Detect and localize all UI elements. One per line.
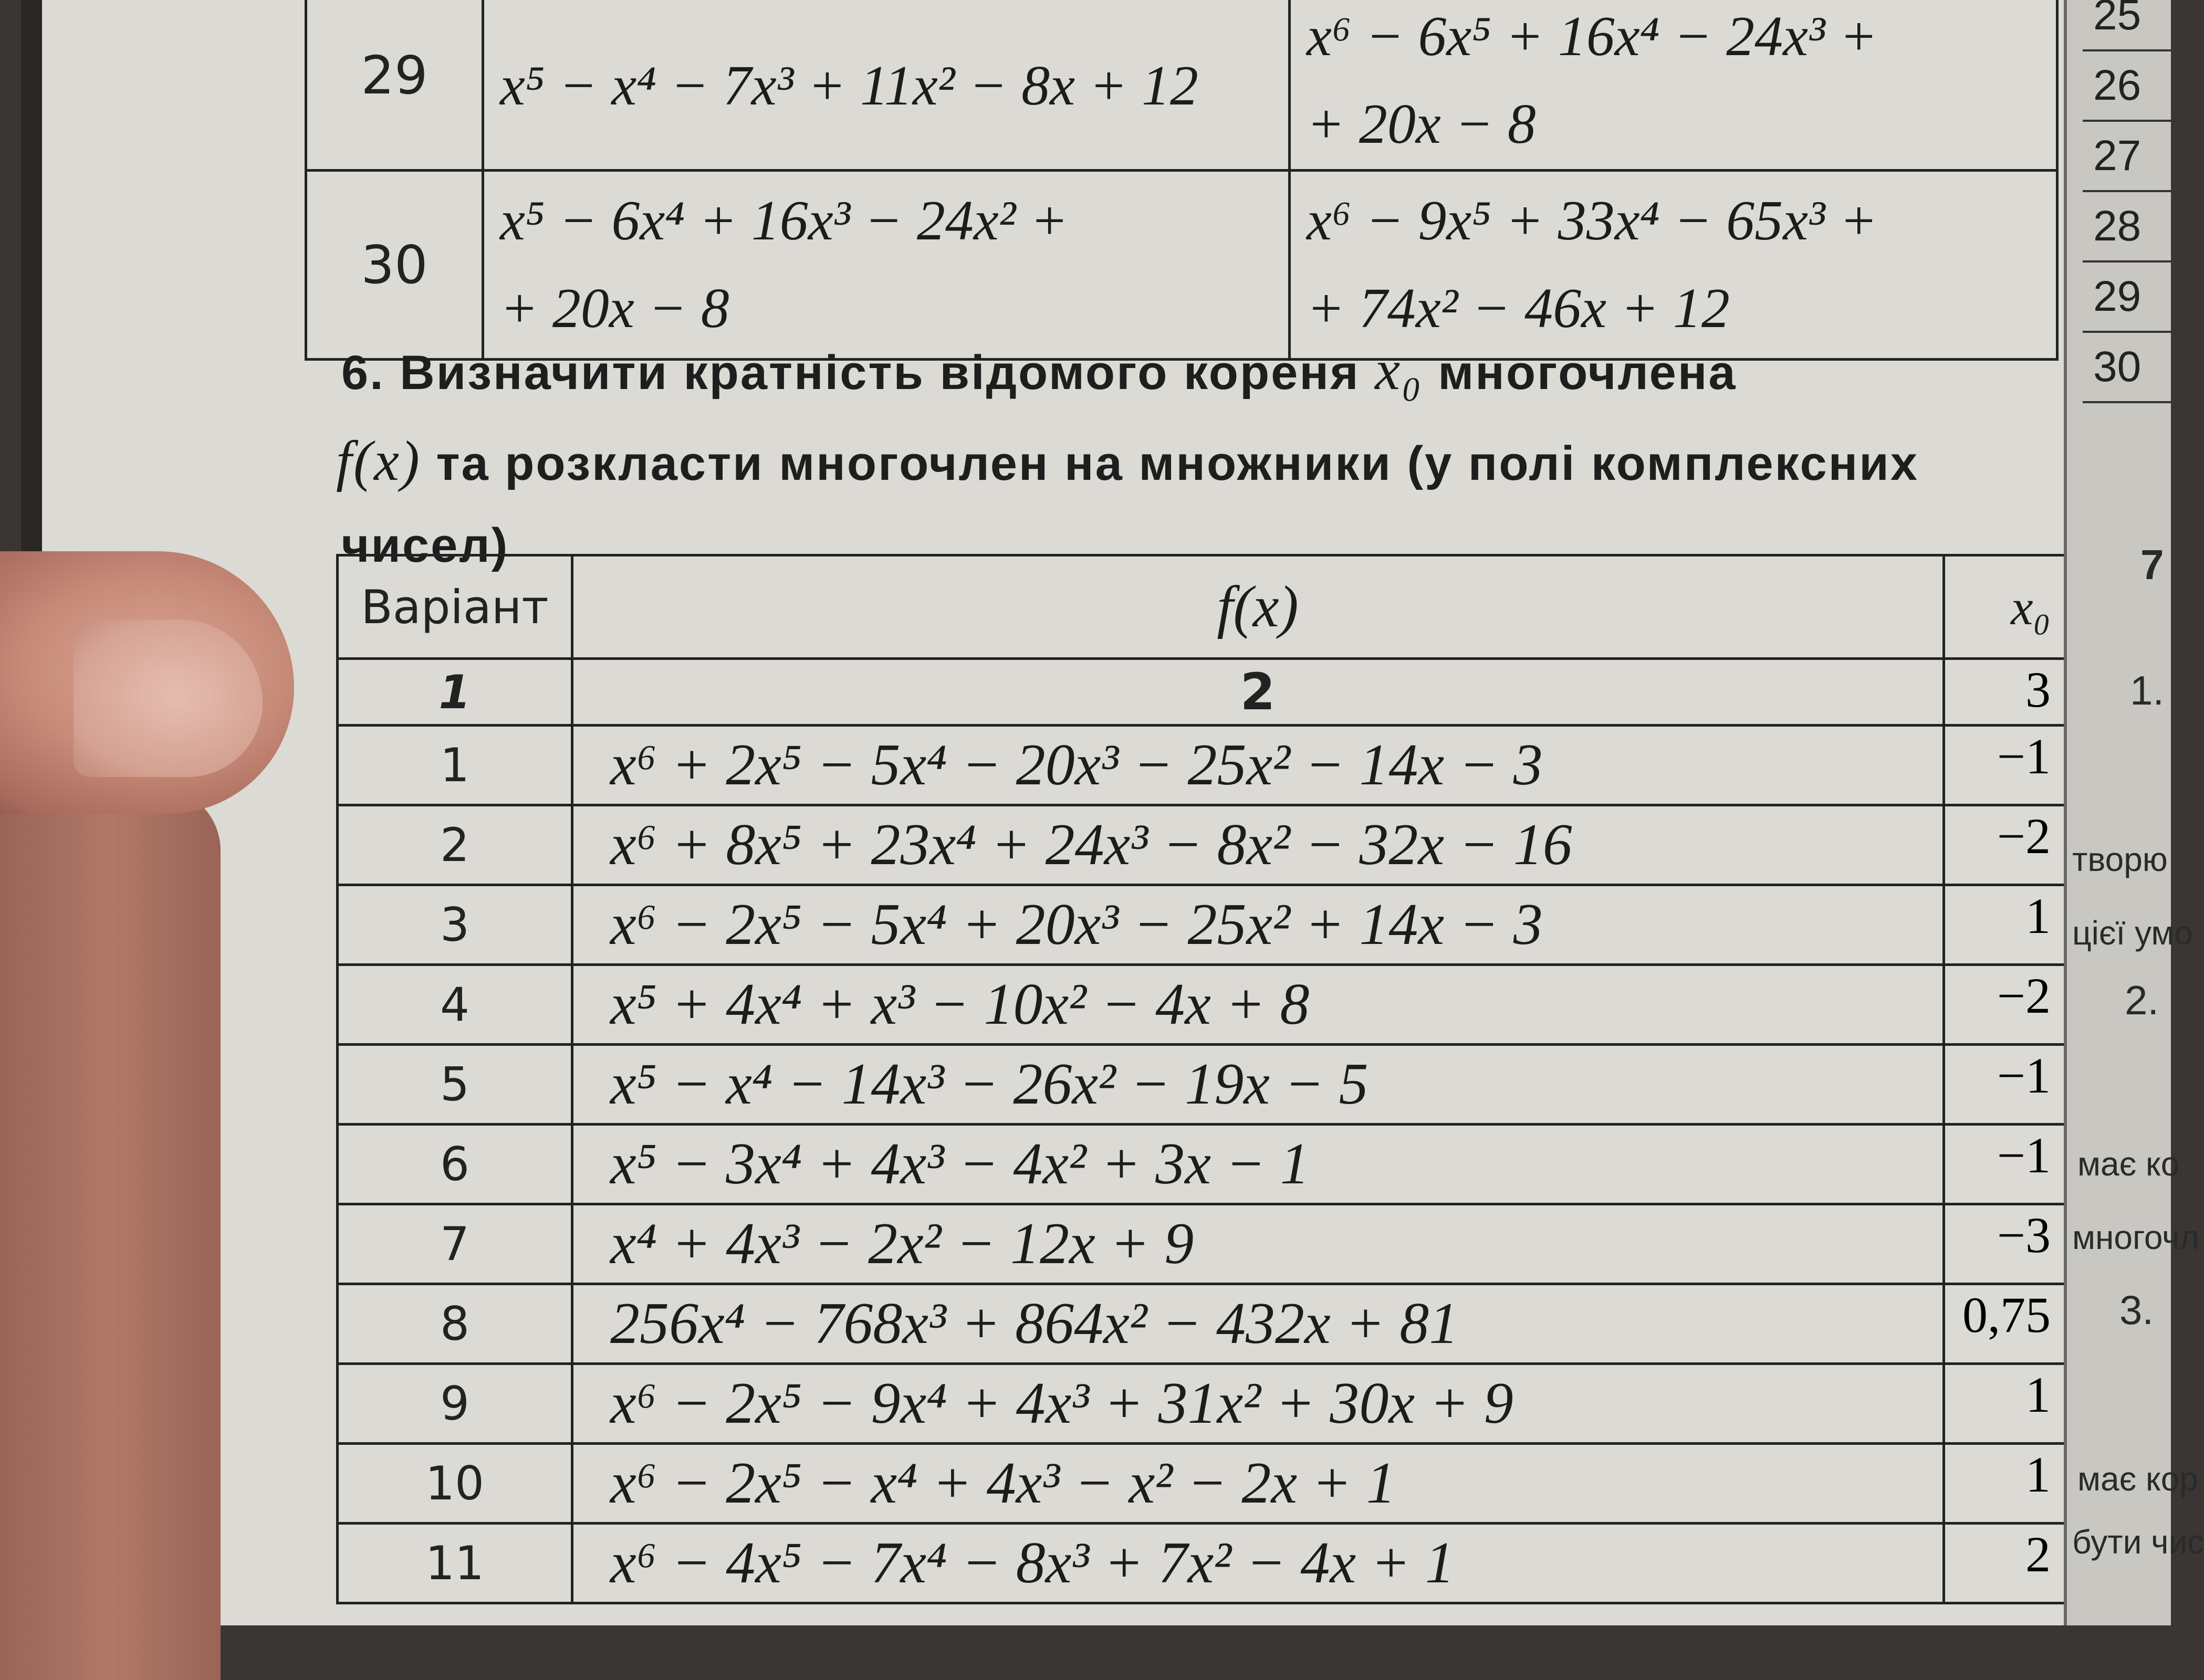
polynomial: 256x⁴ − 768x³ + 864x² − 432x + 81 (572, 1284, 1944, 1364)
root-value: 1 (1944, 885, 2068, 965)
task-number: 6. (341, 346, 385, 400)
variant-number: 10 (338, 1444, 572, 1524)
table-header-row (338, 555, 2068, 659)
header-fx: f(x) (572, 555, 1944, 659)
book-page (21, 0, 2111, 1625)
thumbnail (74, 620, 263, 777)
task-text: та розкласти многочлен на множники (у полі комплексних чисел) (341, 436, 1919, 572)
table-row (2083, 261, 2171, 332)
root-value: −2 (1944, 965, 2068, 1045)
side-fragment: 1. (2130, 667, 2165, 713)
polynomial: x⁶ − 2x⁵ − 5x⁴ + 20x³ − 25x² + 14x − 3 (572, 885, 1944, 965)
row-number: 28 (2083, 191, 2171, 261)
variant-number: 1 (338, 726, 572, 805)
task-text: многочлена (1438, 346, 1737, 400)
table-row (338, 885, 2068, 965)
variant-number: 8 (338, 1284, 572, 1364)
row-number: 26 (2083, 50, 2171, 121)
table-row (338, 1444, 2068, 1524)
table-row (306, 0, 2057, 170)
task-heading (336, 326, 2064, 584)
task-text: Визначити кратність відомого кореня (400, 346, 1360, 400)
main-table (336, 554, 2069, 1604)
table-row (338, 1364, 2068, 1444)
side-fragment: 2. (2125, 977, 2159, 1023)
side-fragment: 7 (2140, 541, 2164, 588)
side-fragment: творю (2072, 841, 2168, 878)
table-row (338, 1045, 2068, 1125)
root-symbol: x₀ (1375, 339, 1423, 402)
variant-number: 2 (338, 805, 572, 885)
table-row (338, 1204, 2068, 1284)
polynomial: x⁶ − 2x⁵ − x⁴ + 4x³ − x² − 2x + 1 (572, 1444, 1944, 1524)
variant-number: 5 (338, 1045, 572, 1125)
column-number: 2 (572, 659, 1944, 726)
root-value: −1 (1944, 1125, 2068, 1204)
root-value: 1 (1944, 1444, 2068, 1524)
adjacent-page (2064, 0, 2204, 1625)
table-row (2083, 332, 2171, 402)
polynomial: x⁶ + 8x⁵ + 23x⁴ + 24x³ − 8x² − 32x − 16 (572, 805, 1944, 885)
row-number: 29 (2083, 261, 2171, 332)
variant-number: 9 (338, 1364, 572, 1444)
table-row (2083, 121, 2171, 191)
variant-number: 4 (338, 965, 572, 1045)
table-row (2083, 50, 2171, 121)
table-row (338, 805, 2068, 885)
row-number: 25 (2083, 0, 2171, 50)
top-table (305, 0, 2059, 361)
polynomial: x⁵ − 3x⁴ + 4x³ − 4x² + 3x − 1 (572, 1125, 1944, 1204)
row-number: 27 (2083, 121, 2171, 191)
polynomial: x⁵ − x⁴ − 14x³ − 26x² − 19x − 5 (572, 1045, 1944, 1125)
variant-number: 3 (338, 885, 572, 965)
root-value: −3 (1944, 1204, 2068, 1284)
root-value: 2 (1944, 1524, 2068, 1603)
variant-number: 11 (338, 1524, 572, 1603)
root-value: −1 (1944, 726, 2068, 805)
column-number: 1 (338, 659, 572, 726)
polynomial: x⁶ − 6x⁵ + 16x⁴ − 24x³ + (1307, 5, 1878, 68)
table-row (2083, 0, 2171, 50)
variant-number: 7 (338, 1204, 572, 1284)
root-value: 1 (1944, 1364, 2068, 1444)
table-row (2083, 191, 2171, 261)
polynomial-continuation: + 20x − 8 (1307, 93, 1536, 156)
table-row (338, 965, 2068, 1045)
table-row (338, 726, 2068, 805)
polynomial: x⁵ − x⁴ − 7x³ + 11x² − 8x + 12 (500, 54, 1198, 117)
side-table (2083, 0, 2171, 403)
side-fragment: бути чис (2072, 1523, 2204, 1561)
function-symbol: f(x) (336, 429, 421, 492)
polynomial: x⁶ + 2x⁵ − 5x⁴ − 20x³ − 25x² − 14x − 3 (572, 726, 1944, 805)
side-fragment: 3. (2119, 1287, 2154, 1333)
polynomial: x⁵ − 6x⁴ + 16x³ − 24x² + (500, 189, 1069, 252)
row-number: 30 (2083, 332, 2171, 402)
root-value: −1 (1944, 1045, 2068, 1125)
polynomial: x⁶ − 2x⁵ − 9x⁴ + 4x³ + 31x² + 30x + 9 (572, 1364, 1944, 1444)
polynomial: x⁶ − 4x⁵ − 7x⁴ − 8x³ + 7x² − 4x + 1 (572, 1524, 1944, 1603)
side-fragment: многочл (2072, 1219, 2199, 1256)
root-value: −2 (1944, 805, 2068, 885)
polynomial: x⁴ + 4x³ − 2x² − 12x + 9 (572, 1204, 1944, 1284)
side-fragment: має ко (2077, 1145, 2180, 1183)
polynomial-continuation: + 20x − 8 (500, 277, 729, 340)
table-row (338, 1524, 2068, 1603)
polynomial: x⁵ + 4x⁴ + x³ − 10x² − 4x + 8 (572, 965, 1944, 1045)
side-fragment: цієї умо (2072, 914, 2193, 952)
row-number: 29 (306, 0, 483, 170)
polynomial-continuation: + 74x² − 46x + 12 (1307, 277, 1730, 340)
side-fragment: має кор (2077, 1460, 2198, 1498)
column-number: 3 (1944, 659, 2068, 726)
table-row (338, 1284, 2068, 1364)
root-value: 0,75 (1944, 1284, 2068, 1364)
column-number-row (338, 659, 2068, 726)
variant-number: 6 (338, 1125, 572, 1204)
table-row (338, 1125, 2068, 1204)
polynomial: x⁶ − 9x⁵ + 33x⁴ − 65x³ + (1307, 189, 1878, 252)
header-variant: Варіант (338, 555, 572, 659)
header-x0: x₀ (1944, 555, 2068, 659)
thumb-shadow (0, 788, 221, 1680)
row-number: 30 (306, 170, 483, 359)
